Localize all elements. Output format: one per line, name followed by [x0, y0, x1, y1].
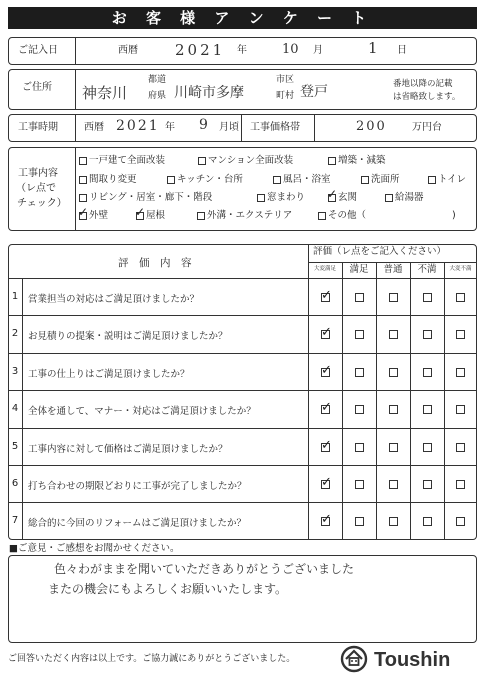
entry-date-year: 2021: [175, 41, 226, 59]
work-item-1[interactable]: [198, 155, 293, 167]
scale-header-3: 不満: [417, 264, 437, 275]
work-item-6[interactable]: [361, 174, 400, 186]
work-item-15[interactable]: [318, 210, 366, 222]
work-item-11[interactable]: [385, 192, 424, 204]
rating-checkbox[interactable]: [389, 368, 398, 377]
checkbox-icon[interactable]: [318, 212, 326, 220]
checkbox-icon[interactable]: [79, 157, 87, 165]
rating-checkbox[interactable]: [389, 443, 398, 452]
address-prefecture: 神奈川: [82, 84, 128, 102]
work-item-label: その他（: [328, 210, 367, 221]
question-text: 総合的に今回のリフォームはご満足頂けましたか？: [28, 518, 247, 530]
rating-checkbox[interactable]: [389, 330, 398, 339]
entry-date-day-unit: 日: [397, 45, 407, 56]
comments-label: ■ご意見・ご感想をお聞かせください。: [9, 543, 180, 554]
scale-header-0: 大変満足: [313, 266, 336, 272]
rating-checkbox[interactable]: [355, 293, 364, 302]
checkbox-icon[interactable]: [79, 176, 87, 184]
checkbox-icon[interactable]: [257, 194, 265, 202]
question-number: 5: [11, 440, 19, 452]
checkbox-icon[interactable]: [197, 212, 205, 220]
work-item-5[interactable]: [273, 174, 331, 186]
entry-date-era: 西暦: [118, 45, 138, 56]
rating-checkbox[interactable]: [456, 480, 465, 489]
work-period-label: 工事時期: [18, 122, 58, 133]
address-pref-suffix-top: 都道: [148, 75, 167, 85]
question-number: 7: [11, 515, 19, 527]
work-item-label: キッチン・台所: [177, 174, 243, 185]
rating-checkbox[interactable]: [355, 405, 364, 414]
checkbox-icon[interactable]: [428, 176, 436, 184]
work-item-label: 給湯器: [395, 192, 424, 203]
rating-checkbox[interactable]: [456, 517, 465, 526]
rating-checkbox[interactable]: [423, 517, 432, 526]
address-town: 登戸: [300, 84, 328, 100]
scale-header-4: 大変不満: [449, 266, 472, 272]
work-item-label: 外壁: [89, 210, 109, 221]
rating-checkbox[interactable]: [423, 480, 432, 489]
check-mark-icon: ✓: [321, 362, 332, 378]
rating-checkbox[interactable]: [355, 480, 364, 489]
address-note-line1: 番地以降の記載: [393, 79, 453, 89]
work-item-2[interactable]: [328, 155, 386, 167]
rating-checkbox[interactable]: [423, 330, 432, 339]
work-item-3[interactable]: [79, 174, 137, 186]
rating-checkbox[interactable]: [456, 330, 465, 339]
rating-checkbox[interactable]: [423, 405, 432, 414]
rating-checkbox[interactable]: [355, 443, 364, 452]
rating-checkbox[interactable]: [389, 517, 398, 526]
entry-date-day: 1: [368, 39, 378, 57]
address-note-line2: は省略致します。: [393, 92, 461, 102]
footer-thanks: ご回答いただく内容は以上です。ご協力誠にありがとうございました。: [8, 654, 296, 664]
check-mark-icon: ✓: [327, 187, 338, 201]
address-label: ご住所: [22, 82, 52, 93]
work-item-13[interactable]: [135, 205, 166, 222]
work-price-unit: 万円台: [412, 122, 442, 133]
work-price-value: 200: [356, 119, 387, 134]
rating-checkbox[interactable]: [389, 293, 398, 302]
rating-checkbox[interactable]: [456, 293, 465, 302]
work-item-other-close: ): [452, 210, 456, 221]
rating-checkbox[interactable]: [456, 443, 465, 452]
work-period-era: 西暦: [84, 122, 104, 133]
work-item-label: 窓まわり: [267, 192, 306, 203]
check-mark-icon: ✓: [135, 205, 146, 219]
work-period-year-unit: 年: [165, 122, 175, 133]
question-text: 工事の仕上りはご満足頂けましたか？: [28, 368, 190, 380]
work-period-month-unit: 月頃: [219, 122, 239, 133]
work-item-4[interactable]: [167, 174, 243, 186]
question-text: 営業担当の対応はご満足頂けましたか？: [28, 294, 200, 305]
rating-checkbox[interactable]: [389, 480, 398, 489]
work-item-12[interactable]: [78, 205, 109, 222]
work-content-label-line1: 工事内容: [18, 168, 58, 179]
address-city: 川崎市多摩: [174, 85, 244, 101]
question-text: 全体を通して、マナー・対応はご満足頂けましたか？: [28, 406, 256, 418]
work-item-label: 玄関: [338, 192, 358, 203]
evaluation-rating-header: 評価（レ点をご記入ください）: [313, 246, 447, 257]
work-item-label: マンション全面改装: [208, 155, 294, 166]
checkbox-icon[interactable]: [361, 176, 369, 184]
address-city-suffix-top: 市区: [276, 75, 295, 85]
rating-checkbox[interactable]: [423, 368, 432, 377]
work-item-7[interactable]: [428, 174, 466, 186]
work-content-label-line2: （レ点で: [16, 183, 56, 194]
work-item-label: 一戸建て全面改装: [89, 155, 166, 166]
work-item-label: トイレ: [438, 174, 467, 185]
check-mark-icon: ✓: [321, 512, 332, 528]
survey-title: お 客 様 ア ン ケ ー ト: [8, 7, 477, 29]
check-mark-icon: ✓: [321, 325, 332, 341]
work-item-10[interactable]: [327, 187, 358, 204]
work-item-14[interactable]: [197, 210, 292, 222]
rating-checkbox[interactable]: [423, 293, 432, 302]
rating-checkbox[interactable]: [456, 368, 465, 377]
checkbox-icon[interactable]: [79, 194, 87, 202]
check-mark-icon: ✓: [321, 437, 332, 453]
address-pref-suffix-bottom: 府県: [148, 91, 167, 101]
work-item-8[interactable]: [79, 192, 212, 204]
toushin-logo-icon: [340, 645, 372, 673]
work-item-9[interactable]: [257, 192, 305, 204]
work-period-section: [8, 114, 477, 142]
comments-line2[interactable]: またの機会にもよろしくお願いいたします。: [48, 582, 288, 596]
work-item-label: リビング・居室・廊下・階段: [89, 192, 213, 203]
footer-brand: Toushin: [374, 649, 451, 671]
check-mark-icon: ✓: [321, 400, 332, 416]
evaluation-header-label: 評 価 内 容: [118, 257, 192, 269]
rating-checkbox[interactable]: [456, 405, 465, 414]
entry-date-month: 10: [282, 42, 299, 57]
question-number: 1: [11, 291, 19, 302]
work-item-label: 間取り変更: [89, 174, 137, 185]
entry-date-year-unit: 年: [237, 45, 247, 56]
comments-line1[interactable]: 色々わがままを聞いていただきありがとうございました: [54, 562, 355, 576]
checkbox-icon[interactable]: [328, 157, 336, 165]
checkbox-icon[interactable]: [273, 176, 281, 184]
work-item-label: 増築・減築: [338, 155, 386, 166]
work-item-label: 洗面所: [371, 174, 400, 185]
rating-checkbox[interactable]: [355, 368, 364, 377]
rating-checkbox[interactable]: [355, 330, 364, 339]
question-number: 4: [11, 403, 19, 415]
check-mark-icon: ✓: [321, 288, 332, 303]
checkbox-icon[interactable]: [198, 157, 206, 165]
work-content-label-line3: チェック）: [17, 198, 67, 209]
question-text: 打ち合わせの期限どおりに工事が完了しましたか？: [28, 481, 247, 492]
work-item-label: 外溝・エクステリア: [207, 210, 293, 221]
scale-header-2: 普通: [383, 264, 403, 275]
work-item-label: 屋根: [146, 210, 166, 221]
address-city-suffix-bottom: 町村: [276, 91, 295, 101]
rating-checkbox[interactable]: [423, 443, 432, 452]
scale-header-1: 満足: [349, 264, 369, 275]
work-item-0[interactable]: [79, 155, 165, 167]
question-number: 2: [11, 328, 19, 340]
check-mark-icon: ✓: [78, 205, 89, 219]
checkbox-icon[interactable]: [385, 194, 393, 202]
question-number: 3: [11, 365, 19, 377]
work-period-month: 9: [199, 117, 208, 133]
rating-checkbox[interactable]: [389, 405, 398, 414]
entry-date-month-unit: 月: [313, 45, 323, 56]
work-item-label: 風呂・浴室: [283, 174, 331, 185]
evaluation-table: [8, 244, 477, 540]
question-text: お見積りの提案・説明はご満足頂けましたか？: [28, 331, 228, 343]
work-period-year: 2021: [116, 118, 160, 134]
check-mark-icon: ✓: [321, 475, 332, 490]
checkbox-icon[interactable]: [167, 176, 175, 184]
work-price-label: 工事価格帯: [250, 122, 300, 133]
question-text: 工事内容に対して価格はご満足頂けましたか？: [28, 443, 228, 455]
entry-date-label: ご記入日: [18, 45, 58, 56]
question-number: 6: [11, 478, 19, 489]
rating-checkbox[interactable]: [355, 517, 364, 526]
